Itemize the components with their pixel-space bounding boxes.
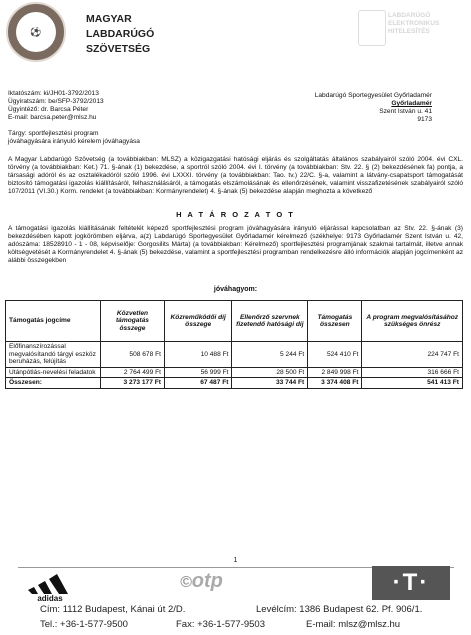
brand-name (86, 12, 154, 57)
cell-agent-fee: 56 999 Ft (164, 367, 232, 378)
footer-mail-address: Levélcím: 1386 Budapest 62. Pf. 906/1. (256, 604, 423, 615)
col-header-own-share: A program megvalósításához szükséges önrész (362, 301, 463, 342)
total-agent-fee: 67 487 Ft (164, 378, 232, 389)
col-header-title: Támogatás jogcíme (6, 301, 101, 342)
recipient-block (282, 92, 432, 124)
cell-authority-fee: 28 500 Ft (232, 367, 308, 378)
watermark-text: LABDARÚGÓ ELEKTRONIKUS HITELESÍTÉS (388, 12, 440, 35)
authentication-watermark (358, 8, 466, 52)
decision-paragraph: A támogatási igazolás kiállításának feltételét képező sportfejlesztési program jóváhagyására irányuló eljárással kapcsolatban az Stv. 22. §-ának (3) bekezdésében kapott jogkörömben eljárva, a(z) Labdarúgó Sportegyesület Győrladamér kérelmező (székhelye: 9173 Győrladamér Szent István u. 42, adószáma: 18528910 - 1 - 08, képviselője: Gorgosilits Márta) (a továbbiakban: Kérelmező) sportfejlesztési programjának szakmai tartalmát, illetve annak költségvetését a Kormányrendelet 4. §-ának (5) bekezdése, valamint a sportfejlesztési programban rendelkezésre álló információk alapján jogcímenként az alábbi összegekben (8, 225, 463, 264)
table-total-row (6, 378, 463, 389)
cell-agent-fee: 10 488 Ft (164, 342, 232, 368)
cell-total: 2 849 998 Ft (308, 367, 362, 378)
row-label: Előfinanszírozással megvalósítandó tárgyi eszköz beruházás, felújítás (6, 342, 101, 368)
col-header-authority-fee: Ellenőrző szervnek fizetendő hatósági díj (232, 301, 308, 342)
footer-fax: Fax: +36-1-577-9503 (176, 619, 265, 630)
recipient-city: Győrladamér (391, 100, 432, 107)
funding-table (5, 300, 463, 389)
total-authority-fee: 33 744 Ft (232, 378, 308, 389)
cell-own-share: 224 747 Ft (362, 342, 463, 368)
recipient-street: Szent István u. 41 (379, 108, 432, 115)
subject-line: jóváhagyására irányuló kérelem jóváhagyása (8, 138, 140, 145)
otp-mark-icon: © (180, 574, 192, 591)
total-sum: 3 374 408 Ft (308, 378, 362, 389)
adidas-logo-icon (20, 568, 80, 602)
cell-authority-fee: 5 244 Ft (232, 342, 308, 368)
case-officer: Ügyintéző: dr. Barcsa Péter (8, 106, 89, 113)
cell-direct: 2 764 499 Ft (101, 367, 165, 378)
cell-direct: 508 678 Ft (101, 342, 165, 368)
footer-phone: Tel.: +36-1-577-9500 (40, 619, 128, 630)
svg-text:adidas: adidas (37, 594, 63, 602)
reference-block (8, 90, 198, 146)
page-number: 1 (233, 557, 238, 564)
seal-icon (358, 10, 386, 46)
table-header-row (6, 301, 463, 342)
total-label: Összesen: (6, 378, 101, 389)
file-number: Iktatószám: ki/JH01-3792/2013 (8, 90, 99, 97)
recipient-org: Labdarúgó Sportegyesület Győrladamér (314, 92, 432, 99)
brand-line-3: SZÖVETSÉG (86, 43, 151, 55)
approved-label: jóváhagyom: (213, 286, 258, 293)
subject-label: Tárgy: sportfejlesztési program (8, 130, 99, 137)
col-header-agent-fee: Közreműködői díj összege (164, 301, 232, 342)
table-row (6, 342, 463, 368)
brand-line-2: LABDARÚGÓ (86, 28, 155, 40)
brand-line-1: MAGYAR (86, 13, 132, 25)
footer-line-2 (0, 619, 471, 633)
footer-address: Cím: 1112 Budapest, Kánai út 2/D. (40, 604, 186, 615)
total-own-share: 541 413 Ft (362, 378, 463, 389)
row-label: Utánpótlás-nevelési feladatok (6, 367, 101, 378)
case-number: Ügyiratszám: be/SFP-3792/2013 (8, 98, 104, 105)
intro-paragraph: A Magyar Labdarúgó Szövetség (a továbbiakban: MLSZ) a közigazgatási hatósági eljárás és szolgáltatás általános szabályairól szóló 2004. évi CXL. törvény (a továbbiakban: Ket.) 71. §-ának (1) bekezdése, a sportról szóló 2004. évi I. törvény (a továbbiakban: Stv. 22. § (2) bekezdésének fa) pontja, a társasági adóról és az osztalékadóról szóló 1996. évi LXXXI. törvény (a továbbiakban: Tao. tv.) 22/C. §-a, valamint a látvány-csapatsport támogatását biztosító támogatási igazolás kiállításáról, felhasználásáról, a támogatás elszámolásának és ellenőrzésének, valamint visszafizetésének szabályairól szóló 107/2011 (VI.30.) Korm. rendelet (a továbbiakban: Kormányrendelet) 4. §-ának (5) bekezdése alapján meghozta a következő (8, 156, 463, 195)
footer-email: E-mail: mlsz@mlsz.hu (306, 619, 401, 630)
col-header-direct: Közvetlen támogatás összege (101, 301, 165, 342)
cell-total: 524 410 Ft (308, 342, 362, 368)
table-row (6, 367, 463, 378)
logo-emblem-icon: ⚽ (16, 12, 56, 52)
otp-logo-text: otp (191, 570, 223, 592)
decision-heading: H A T Á R O Z A T O T (176, 210, 295, 219)
footer-line-1 (0, 604, 471, 618)
otp-logo (180, 570, 223, 593)
officer-email: E-mail: barcsa.peter@mlsz.hu (8, 114, 97, 121)
total-direct: 3 273 177 Ft (101, 378, 165, 389)
mlsz-logo (6, 2, 66, 62)
cell-own-share: 316 666 Ft (362, 367, 463, 378)
telekom-logo: ·T· (372, 566, 450, 600)
recipient-zip: 9173 (417, 116, 432, 123)
col-header-total: Támogatás összesen (308, 301, 362, 342)
